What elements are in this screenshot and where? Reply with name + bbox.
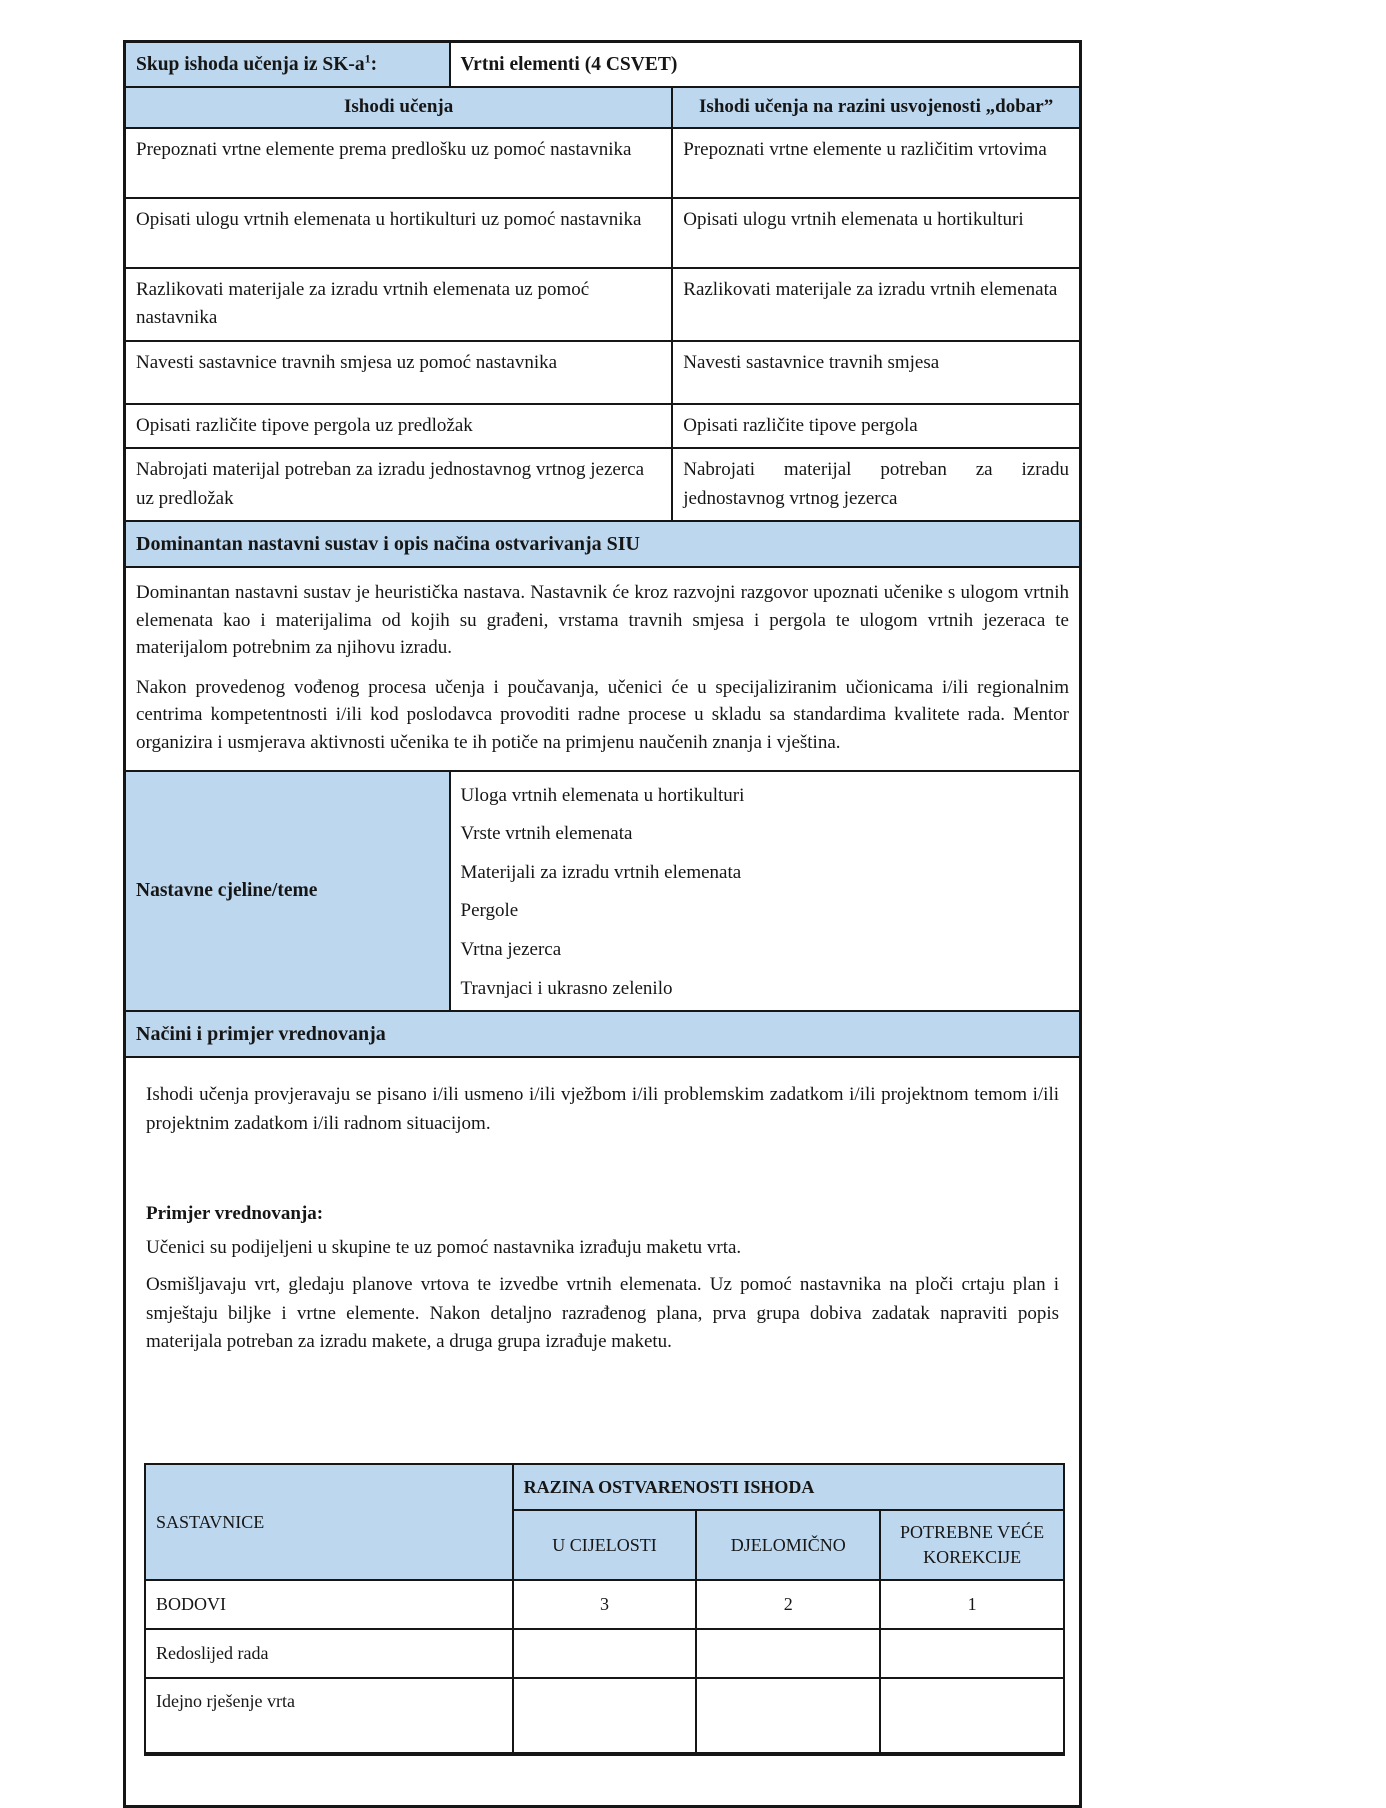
evaluation-paragraph-1: Učenici su podijeljeni u skupine te uz pomoć nastavnika izrađuju maketu vrta. — [146, 1236, 742, 1258]
outcome-6-left: Nabrojati materijal potreban za izradu jednostavnog vrtnog jezerca uz predložak — [125, 448, 673, 521]
col-header-outcomes-dobar: Ishodi učenja na razini usvojenosti „dobar” — [672, 87, 1080, 128]
rubric-header-row — [145, 1464, 1064, 1510]
evaluation-paragraph-2: Osmišljavaju vrt, gledaju planove vrtova te izvedbe vrtnih elemenata. Uz pomoć nastavnika na ploči crtaju plan i smještaju biljke i vrtne elemente. Nakon detaljno razrađenog plana, prva grupa dobiva zadatak napraviti popis materijala potreban za izradu makete, a druga grupa izrađuje maketu. — [146, 1274, 1059, 1353]
evaluation-header-row — [125, 1011, 1081, 1057]
units-list — [450, 771, 1081, 1012]
outcome-6-right: Nabrojati materijal potreban za izradu jednostavnog vrtnog jezerca — [672, 448, 1080, 521]
rubric-level-3: POTREBNE VEĆE KOREKCIJE — [880, 1510, 1064, 1580]
rubric-level-1: U CIJELOSTI — [513, 1510, 697, 1580]
rubric-level-2: DJELOMIČNO — [696, 1510, 880, 1580]
dominant-text-cell — [125, 567, 1081, 770]
unit-title: Vrtni elementi (4 CSVET) — [450, 42, 1081, 88]
unit-item-6: Travnjaci i ukrasno zelenilo — [460, 977, 673, 999]
evaluation-example-label: Primjer vrednovanja: — [146, 1203, 324, 1225]
outcome-row-4 — [125, 341, 1081, 404]
outcome-row-6 — [125, 448, 1081, 521]
dominant-section-title: Dominantan nastavni sustav i opis načina ostvarivanja SIU — [125, 521, 1081, 567]
rubric-bodovi-value-3: 1 — [880, 1580, 1064, 1629]
evaluation-row — [125, 1057, 1081, 1807]
rubric-idejno-cell-1 — [513, 1678, 697, 1754]
outcome-row-2 — [125, 198, 1081, 268]
dominant-header-row — [125, 521, 1081, 567]
unit-item-1: Uloga vrtnih elemenata u hortikulturi — [460, 784, 745, 806]
evaluation-section-title: Načini i primjer vrednovanja — [125, 1011, 1081, 1057]
outcome-1-right: Prepoznati vrtne elemente u različitim vrtovima — [672, 128, 1080, 198]
rubric-row-idejno — [145, 1678, 1064, 1754]
units-row — [125, 771, 1081, 1012]
title-row — [125, 42, 1081, 88]
evaluation-text — [136, 1065, 1069, 1463]
evaluation-intro: Ishodi učenja provjeravaju se pisano i/ili usmeno i/ili vježbom i/ili problemskim zadatkom i/ili projektnom temom i/ili projektnim zadatkom i/ili radnom situacijom. — [146, 1084, 1059, 1134]
rubric-table — [144, 1463, 1065, 1756]
outcome-2-left: Opisati ulogu vrtnih elemenata u hortikulturi uz pomoć nastavnika — [125, 198, 673, 268]
outcome-5-right: Opisati različite tipove pergola — [672, 404, 1080, 449]
skup-ishoda-label-cell — [125, 42, 450, 88]
footnote-marker: 1 — [364, 51, 371, 66]
col-header-outcomes: Ishodi učenja — [125, 87, 673, 128]
outcome-2-right: Opisati ulogu vrtnih elemenata u hortikulturi — [672, 198, 1080, 268]
unit-item-4: Pergole — [460, 900, 519, 922]
units-label: Nastavne cjeline/teme — [125, 771, 450, 1012]
curriculum-table — [123, 40, 1082, 1808]
rubric-row-bodovi — [145, 1580, 1064, 1629]
rubric-row-bodovi-label: BODOVI — [145, 1580, 513, 1629]
outcome-3-right: Razlikovati materijale za izradu vrtnih elemenata — [672, 268, 1080, 341]
rubric-redoslijed-cell-3 — [880, 1629, 1064, 1678]
rubric-row-idejno-label: Idejno rješenje vrta — [145, 1678, 513, 1754]
unit-item-3: Materijali za izradu vrtnih elemenata — [460, 861, 742, 883]
outcome-1-left: Prepoznati vrtne elemente prema predlošku uz pomoć nastavnika — [125, 128, 673, 198]
column-header-row — [125, 87, 1081, 128]
outcome-row-1 — [125, 128, 1081, 198]
outcome-row-3 — [125, 268, 1081, 341]
rubric-idejno-cell-2 — [696, 1678, 880, 1754]
skup-colon: : — [370, 54, 378, 75]
dominant-text-row — [125, 567, 1081, 770]
rubric-redoslijed-cell-2 — [696, 1629, 880, 1678]
dominant-paragraph-2: Nakon provedenog vođenog procesa učenja i poučavanja, učenici će u specijaliziranim učionicama i/ili regionalnim centrima kompetentnosti i/ili kod poslodavca provoditi radne procese u skladu sa standardima kvalitete rada. Mentor organizira i usmjerava aktivnosti učenika te ih potiče na primjenu naučenih znanja i vještina. — [136, 676, 1069, 753]
unit-item-2: Vrste vrtnih elemenata — [460, 823, 633, 845]
outcome-4-right: Navesti sastavnice travnih smjesa — [672, 341, 1080, 404]
unit-item-5: Vrtna jezerca — [460, 939, 562, 961]
rubric-row-redoslijed-label: Redoslijed rada — [145, 1629, 513, 1678]
rubric-col-header: SASTAVNICE — [145, 1464, 513, 1580]
rubric-bodovi-value-2: 2 — [696, 1580, 880, 1629]
rubric-idejno-cell-3 — [880, 1678, 1064, 1754]
rubric-row-redoslijed — [145, 1629, 1064, 1678]
rubric-level-header: RAZINA OSTVARENOSTI ISHODA — [513, 1464, 1064, 1510]
evaluation-cell — [125, 1057, 1081, 1807]
dominant-paragraph-1: Dominantan nastavni sustav je heuristička nastava. Nastavnik će kroz razvojni razgovor upoznati učenike s ulogom vrtnih elemenata kao i materijalima od kojih su građeni, vrstama travnih smjesa i pergola te ulogom vrtnih jezeraca te materijalom potrebnim za njihovu izradu. — [136, 582, 1069, 659]
skup-ishoda-label: Skup ishoda učenja iz SK-a — [136, 54, 365, 75]
outcome-5-left: Opisati različite tipove pergola uz predložak — [125, 404, 673, 449]
rubric-redoslijed-cell-1 — [513, 1629, 697, 1678]
outcome-4-left: Navesti sastavnice travnih smjesa uz pomoć nastavnika — [125, 341, 673, 404]
outcome-3-left: Razlikovati materijale za izradu vrtnih elemenata uz pomoć nastavnika — [125, 268, 673, 341]
outcome-row-5 — [125, 404, 1081, 449]
rubric-bodovi-value-1: 3 — [513, 1580, 697, 1629]
